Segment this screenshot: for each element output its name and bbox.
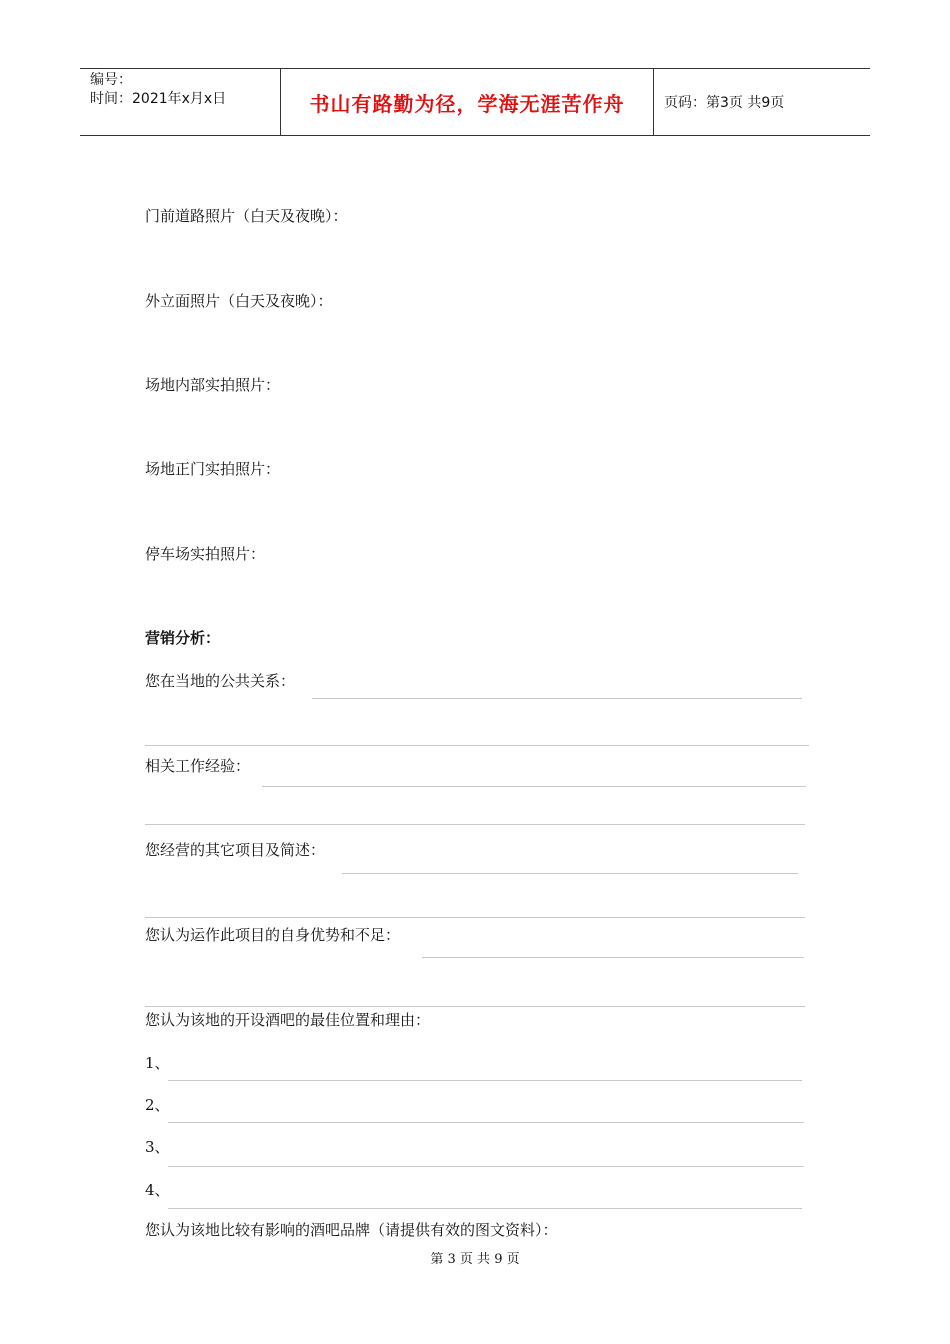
location-item-1: 1、 (145, 1054, 170, 1072)
other-projects-input-line-2[interactable] (145, 917, 805, 918)
marketing-section-title: 营销分析： (145, 629, 221, 647)
experience-input-line[interactable] (262, 786, 806, 787)
best-location-label: 您认为该地的开设酒吧的最佳位置和理由： (145, 1011, 431, 1029)
brands-label: 您认为该地比较有影响的酒吧品牌（请提供有效的图文资料）： (145, 1221, 558, 1239)
header-motto-cell (281, 69, 654, 135)
public-relations-input-line[interactable] (312, 698, 802, 699)
location-item-4: 4、 (145, 1181, 170, 1199)
experience-input-line-2[interactable] (145, 824, 805, 825)
page-info: 页码：第3页 共9页 (664, 95, 785, 111)
number-label: 编号： (90, 72, 132, 88)
advantages-input-line[interactable] (422, 957, 804, 958)
location-item-2: 2、 (145, 1096, 170, 1114)
time-label: 时间：2021年x月x日 (90, 91, 227, 107)
location-item-2-line[interactable] (168, 1122, 804, 1123)
facade-photo-label: 外立面照片（白天及夜晚）： (145, 292, 333, 310)
experience-label: 相关工作经验： (145, 757, 251, 775)
header-page-cell (654, 69, 870, 135)
advantages-input-line-2[interactable] (145, 1006, 805, 1007)
location-item-1-line[interactable] (168, 1080, 802, 1081)
location-item-4-line[interactable] (168, 1208, 802, 1209)
parking-photo-label: 停车场实拍照片： (145, 545, 266, 563)
road-photo-label: 门前道路照片（白天及夜晚）： (145, 207, 348, 225)
location-item-3: 3、 (145, 1138, 170, 1156)
page-footer: 第 3 页 共 9 页 (430, 1252, 520, 1267)
public-relations-input-line-2[interactable] (145, 745, 809, 746)
location-item-3-line[interactable] (168, 1166, 804, 1167)
header-meta-cell (80, 69, 281, 135)
motto-text: 书山有路勤为径，学海无涯苦作舟 (309, 91, 625, 116)
other-projects-input-line[interactable] (342, 873, 798, 874)
public-relations-label: 您在当地的公共关系： (145, 672, 296, 690)
advantages-label: 您认为运作此项目的自身优势和不足： (145, 926, 401, 944)
entrance-photo-label: 场地正门实拍照片： (145, 460, 281, 478)
other-projects-label: 您经营的其它项目及简述： (145, 841, 326, 859)
interior-photo-label: 场地内部实拍照片： (145, 376, 281, 394)
document-header (80, 68, 870, 136)
